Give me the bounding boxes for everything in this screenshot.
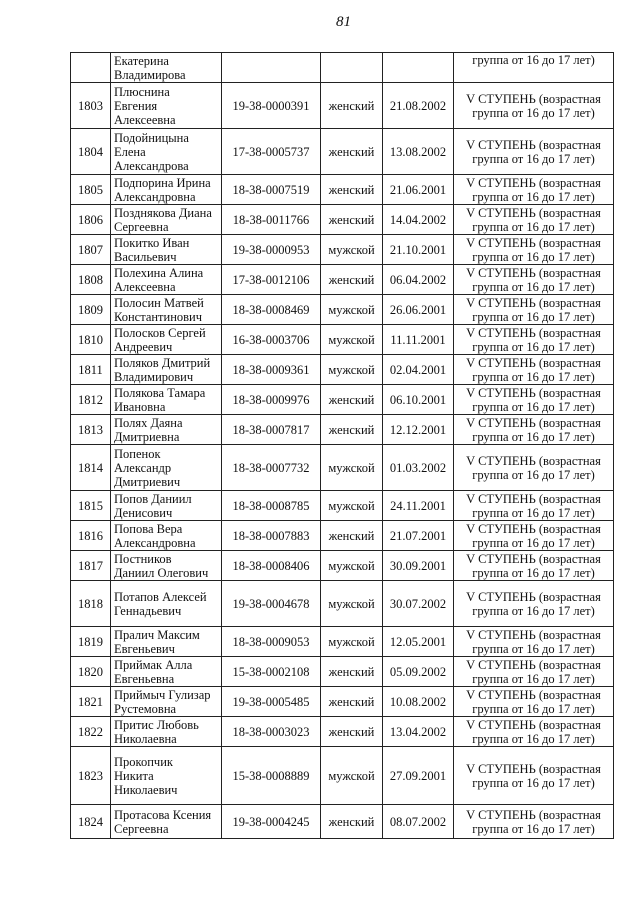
- table-row: [71, 521, 614, 551]
- id-code-cell: 18-38-0007817: [222, 415, 321, 445]
- full-name-cell: [111, 53, 222, 83]
- gender-cell: женский: [321, 717, 383, 747]
- full-name-cell: [111, 627, 222, 657]
- level-line: группа от 16 до 17 лет): [472, 775, 595, 790]
- gender-cell: мужской: [321, 445, 383, 491]
- level-cell: [454, 521, 614, 551]
- birth-date-cell: 30.07.2002: [383, 581, 454, 627]
- full-name-cell: [111, 581, 222, 627]
- id-code-cell: 17-38-0005737: [222, 129, 321, 175]
- name-line: Покитко Иван: [114, 235, 190, 250]
- level-line: группа от 16 до 17 лет): [472, 603, 595, 618]
- birth-date-cell: 14.04.2002: [383, 205, 454, 235]
- level-line: V СТУПЕНЬ (возрастная: [466, 491, 601, 506]
- level-cell: [454, 325, 614, 355]
- gender-cell: женский: [321, 265, 383, 295]
- id-code-cell: 15-38-0002108: [222, 657, 321, 687]
- level-cell: [454, 205, 614, 235]
- full-name-cell: [111, 129, 222, 175]
- name-line: Полехина Алина: [114, 265, 204, 280]
- table-row: [71, 175, 614, 205]
- id-code-cell: 18-38-0009976: [222, 385, 321, 415]
- table-body: [71, 53, 614, 839]
- gender-cell: мужской: [321, 551, 383, 581]
- row-number-cell: 1822: [71, 717, 111, 747]
- full-name-cell: [111, 491, 222, 521]
- table-row: [71, 235, 614, 265]
- name-line: Николаевич: [114, 782, 178, 797]
- birth-date-cell: 02.04.2001: [383, 355, 454, 385]
- table-row: [71, 129, 614, 175]
- participants-table: [70, 52, 614, 839]
- full-name-cell: [111, 805, 222, 839]
- level-line: группа от 16 до 17 лет): [472, 249, 595, 264]
- name-line: Пралич Максим: [114, 627, 200, 642]
- gender-cell: женский: [321, 129, 383, 175]
- gender-cell: мужской: [321, 581, 383, 627]
- full-name-cell: [111, 717, 222, 747]
- row-number-cell: 1814: [71, 445, 111, 491]
- row-number-cell: 1816: [71, 521, 111, 551]
- table-row: [71, 687, 614, 717]
- table-row: [71, 657, 614, 687]
- level-line: группа от 16 до 17 лет): [472, 467, 595, 482]
- row-number-cell: 1805: [71, 175, 111, 205]
- table-row: [71, 295, 614, 325]
- row-number-cell: [71, 53, 111, 83]
- name-line: Андреевич: [114, 339, 173, 354]
- level-line: V СТУПЕНЬ (возрастная: [466, 415, 601, 430]
- name-line: Николаевна: [114, 731, 177, 746]
- row-number-cell: 1823: [71, 747, 111, 805]
- table-row: [71, 205, 614, 235]
- level-line: V СТУПЕНЬ (возрастная: [466, 453, 601, 468]
- level-cell: [454, 53, 614, 83]
- page-number: 81: [336, 14, 351, 30]
- gender-cell: женский: [321, 83, 383, 129]
- level-line: группа от 16 до 17 лет): [472, 189, 595, 204]
- name-line: Плюснина: [114, 84, 170, 99]
- gender-cell: женский: [321, 805, 383, 839]
- table-row: [71, 325, 614, 355]
- gender-cell: женский: [321, 687, 383, 717]
- full-name-cell: [111, 445, 222, 491]
- level-cell: [454, 83, 614, 129]
- name-line: Александровна: [114, 535, 196, 550]
- level-cell: [454, 415, 614, 445]
- row-number-cell: 1820: [71, 657, 111, 687]
- gender-cell: женский: [321, 385, 383, 415]
- birth-date-cell: 24.11.2001: [383, 491, 454, 521]
- row-number-cell: 1803: [71, 83, 111, 129]
- id-code-cell: 19-38-0000391: [222, 83, 321, 129]
- birth-date-cell: 01.03.2002: [383, 445, 454, 491]
- level-line: V СТУПЕНЬ (возрастная: [466, 355, 601, 370]
- level-cell: [454, 687, 614, 717]
- name-line: Геннадьевич: [114, 603, 182, 618]
- full-name-cell: [111, 657, 222, 687]
- name-line: Сергеевна: [114, 821, 169, 836]
- row-number-cell: 1812: [71, 385, 111, 415]
- level-line: V СТУПЕНЬ (возрастная: [466, 717, 601, 732]
- id-code-cell: 18-38-0008469: [222, 295, 321, 325]
- full-name-cell: [111, 551, 222, 581]
- table-row-continuation: [71, 53, 614, 83]
- full-name-cell: [111, 415, 222, 445]
- level-cell: [454, 627, 614, 657]
- gender-cell: мужской: [321, 491, 383, 521]
- name-line: Попенок: [114, 446, 161, 461]
- birth-date-cell: 26.06.2001: [383, 295, 454, 325]
- level-line: V СТУПЕНЬ (возрастная: [466, 205, 601, 220]
- birth-date-cell: 21.07.2001: [383, 521, 454, 551]
- birth-date-cell: 13.08.2002: [383, 129, 454, 175]
- table-row: [71, 415, 614, 445]
- level-line: группа от 16 до 17 лет): [472, 429, 595, 444]
- level-cell: [454, 657, 614, 687]
- level-line: группа от 16 до 17 лет): [472, 821, 595, 836]
- gender-cell: женский: [321, 415, 383, 445]
- gender-cell: мужской: [321, 747, 383, 805]
- level-cell: [454, 805, 614, 839]
- name-line: Константинович: [114, 309, 203, 324]
- gender-cell: мужской: [321, 295, 383, 325]
- name-line: Подпорина Ирина: [114, 175, 211, 190]
- row-number-cell: 1813: [71, 415, 111, 445]
- level-cell: [454, 235, 614, 265]
- row-number-cell: 1804: [71, 129, 111, 175]
- name-line: Екатерина: [114, 53, 169, 68]
- table-row: [71, 627, 614, 657]
- level-line: группа от 16 до 17 лет): [472, 399, 595, 414]
- id-code-cell: 18-38-0009361: [222, 355, 321, 385]
- level-line: V СТУПЕНЬ (возрастная: [466, 137, 601, 152]
- level-cell: [454, 175, 614, 205]
- name-line: Алексеевна: [114, 279, 176, 294]
- name-line: Никита: [114, 768, 154, 783]
- table-row: [71, 385, 614, 415]
- name-line: Постников: [114, 551, 172, 566]
- id-code-cell: 18-38-0007883: [222, 521, 321, 551]
- level-line: группа от 16 до 17 лет): [472, 219, 595, 234]
- level-line: V СТУПЕНЬ (возрастная: [466, 551, 601, 566]
- name-line: Васильевич: [114, 249, 177, 264]
- id-code-cell: 18-38-0007732: [222, 445, 321, 491]
- name-line: Потапов Алексей: [114, 589, 207, 604]
- level-line: V СТУПЕНЬ (возрастная: [466, 235, 601, 250]
- name-line: Ивановна: [114, 399, 166, 414]
- name-line: Поляков Дмитрий: [114, 355, 211, 370]
- id-code-cell: 17-38-0012106: [222, 265, 321, 295]
- level-cell: [454, 265, 614, 295]
- id-code-cell: 18-38-0008785: [222, 491, 321, 521]
- full-name-cell: [111, 521, 222, 551]
- birth-date-cell: 12.12.2001: [383, 415, 454, 445]
- birth-date-cell: 13.04.2002: [383, 717, 454, 747]
- table-row: [71, 581, 614, 627]
- name-line: Александрова: [114, 158, 189, 173]
- full-name-cell: [111, 385, 222, 415]
- level-cell: [454, 129, 614, 175]
- birth-date-cell: 21.10.2001: [383, 235, 454, 265]
- level-cell: [454, 385, 614, 415]
- row-number-cell: 1821: [71, 687, 111, 717]
- name-line: Приймак Алла: [114, 657, 193, 672]
- name-line: Полосков Сергей: [114, 325, 206, 340]
- name-line: Прокопчик: [114, 754, 173, 769]
- full-name-cell: [111, 295, 222, 325]
- table-row: [71, 805, 614, 839]
- id-code-cell: 18-38-0007519: [222, 175, 321, 205]
- level-cell: [454, 747, 614, 805]
- full-name-cell: [111, 265, 222, 295]
- level-line: V СТУПЕНЬ (возрастная: [466, 325, 601, 340]
- id-code-cell: 18-38-0003023: [222, 717, 321, 747]
- name-line: Денисович: [114, 505, 173, 520]
- level-line: группа от 16 до 17 лет): [472, 309, 595, 324]
- row-number-cell: 1809: [71, 295, 111, 325]
- level-line: группа от 16 до 17 лет): [472, 105, 595, 120]
- row-number-cell: 1811: [71, 355, 111, 385]
- full-name-cell: [111, 355, 222, 385]
- level-line: группа от 16 до 17 лет): [472, 279, 595, 294]
- level-cell: [454, 295, 614, 325]
- table-row: [71, 445, 614, 491]
- table-row: [71, 551, 614, 581]
- level-line: V СТУПЕНЬ (возрастная: [466, 807, 601, 822]
- id-code-cell: 18-38-0009053: [222, 627, 321, 657]
- level-cell: [454, 445, 614, 491]
- level-line: группа от 16 до 17 лет): [472, 339, 595, 354]
- name-line: Попова Вера: [114, 521, 183, 536]
- name-line: Евгеньевич: [114, 641, 175, 656]
- id-code-cell: 18-38-0008406: [222, 551, 321, 581]
- level-line: V СТУПЕНЬ (возрастная: [466, 589, 601, 604]
- full-name-cell: [111, 205, 222, 235]
- gender-cell: мужской: [321, 355, 383, 385]
- gender-cell: мужской: [321, 325, 383, 355]
- name-line: Владимирова: [114, 67, 186, 82]
- name-line: Подойницына: [114, 130, 189, 145]
- row-number-cell: 1815: [71, 491, 111, 521]
- level-line: V СТУПЕНЬ (возрастная: [466, 657, 601, 672]
- level-cell: [454, 717, 614, 747]
- level-line: группа от 16 до 17 лет): [472, 369, 595, 384]
- name-line: Приймыч Гулизар: [114, 687, 211, 702]
- table-row: [71, 83, 614, 129]
- gender-cell: мужской: [321, 235, 383, 265]
- id-code-cell: 19-38-0005485: [222, 687, 321, 717]
- table-row: [71, 355, 614, 385]
- id-code-cell: 15-38-0008889: [222, 747, 321, 805]
- row-number-cell: 1819: [71, 627, 111, 657]
- birth-date-cell: 12.05.2001: [383, 627, 454, 657]
- level-line: группа от 16 до 17 лет): [472, 565, 595, 580]
- row-number-cell: 1806: [71, 205, 111, 235]
- level-line: группа от 16 до 17 лет): [472, 701, 595, 716]
- name-line: Владимирович: [114, 369, 194, 384]
- name-line: Александровна: [114, 189, 196, 204]
- row-number-cell: 1818: [71, 581, 111, 627]
- name-line: Евгения: [114, 98, 158, 113]
- level-line: V СТУПЕНЬ (возрастная: [466, 687, 601, 702]
- id-code-cell: [222, 53, 321, 83]
- table-row: [71, 717, 614, 747]
- level-line: группа от 16 до 17 лет): [472, 671, 595, 686]
- name-line: Сергеевна: [114, 219, 169, 234]
- id-code-cell: 16-38-0003706: [222, 325, 321, 355]
- level-cell: [454, 355, 614, 385]
- table-row: [71, 747, 614, 805]
- row-number-cell: 1807: [71, 235, 111, 265]
- name-line: Попов Даниил: [114, 491, 192, 506]
- birth-date-cell: 27.09.2001: [383, 747, 454, 805]
- name-line: Полякова Тамара: [114, 385, 206, 400]
- level-line: V СТУПЕНЬ (возрастная: [466, 385, 601, 400]
- level-line: V СТУПЕНЬ (возрастная: [466, 521, 601, 536]
- full-name-cell: [111, 687, 222, 717]
- name-line: Дмитриевич: [114, 474, 181, 489]
- birth-date-cell: 21.08.2002: [383, 83, 454, 129]
- name-line: Протасова Ксения: [114, 807, 212, 822]
- row-number-cell: 1810: [71, 325, 111, 355]
- level-line: V СТУПЕНЬ (возрастная: [466, 91, 601, 106]
- birth-date-cell: 08.07.2002: [383, 805, 454, 839]
- id-code-cell: 19-38-0004678: [222, 581, 321, 627]
- gender-cell: женский: [321, 175, 383, 205]
- table-row: [71, 265, 614, 295]
- name-line: Полях Даяна: [114, 415, 183, 430]
- birth-date-cell: 11.11.2001: [383, 325, 454, 355]
- name-line: Александр: [114, 460, 172, 475]
- row-number-cell: 1817: [71, 551, 111, 581]
- full-name-cell: [111, 235, 222, 265]
- level-line: группа от 16 до 17 лет): [472, 151, 595, 166]
- level-line: группа от 16 до 17 лет): [472, 535, 595, 550]
- birth-date-cell: 30.09.2001: [383, 551, 454, 581]
- full-name-cell: [111, 83, 222, 129]
- level-line: V СТУПЕНЬ (возрастная: [466, 627, 601, 642]
- level-line: V СТУПЕНЬ (возрастная: [466, 265, 601, 280]
- gender-cell: мужской: [321, 627, 383, 657]
- full-name-cell: [111, 325, 222, 355]
- name-line: Рустемовна: [114, 701, 177, 716]
- name-line: Елена: [114, 144, 146, 159]
- row-number-cell: 1824: [71, 805, 111, 839]
- id-code-cell: 19-38-0004245: [222, 805, 321, 839]
- name-line: Притис Любовь: [114, 717, 199, 732]
- level-line: группа от 16 до 17 лет): [472, 641, 595, 656]
- birth-date-cell: 10.08.2002: [383, 687, 454, 717]
- level-line: группа от 16 до 17 лет): [472, 53, 595, 67]
- id-code-cell: 19-38-0000953: [222, 235, 321, 265]
- name-line: Даниил Олегович: [114, 565, 209, 580]
- birth-date-cell: 06.04.2002: [383, 265, 454, 295]
- level-cell: [454, 551, 614, 581]
- gender-cell: женский: [321, 205, 383, 235]
- level-cell: [454, 491, 614, 521]
- full-name-cell: [111, 747, 222, 805]
- table-row: [71, 491, 614, 521]
- gender-cell: женский: [321, 521, 383, 551]
- birth-date-cell: 05.09.2002: [383, 657, 454, 687]
- level-line: V СТУПЕНЬ (возрастная: [466, 761, 601, 776]
- name-line: Позднякова Диана: [114, 205, 212, 220]
- level-line: V СТУПЕНЬ (возрастная: [466, 295, 601, 310]
- birth-date-cell: 06.10.2001: [383, 385, 454, 415]
- level-cell: [454, 581, 614, 627]
- full-name-cell: [111, 175, 222, 205]
- row-number-cell: 1808: [71, 265, 111, 295]
- gender-cell: [321, 53, 383, 83]
- name-line: Полосин Матвей: [114, 295, 204, 310]
- name-line: Алексеевна: [114, 112, 176, 127]
- gender-cell: женский: [321, 657, 383, 687]
- level-line: группа от 16 до 17 лет): [472, 731, 595, 746]
- level-line: V СТУПЕНЬ (возрастная: [466, 175, 601, 190]
- birth-date-cell: 21.06.2001: [383, 175, 454, 205]
- level-line: группа от 16 до 17 лет): [472, 505, 595, 520]
- name-line: Евгеньевна: [114, 671, 175, 686]
- id-code-cell: 18-38-0011766: [222, 205, 321, 235]
- name-line: Дмитриевна: [114, 429, 180, 444]
- birth-date-cell: [383, 53, 454, 83]
